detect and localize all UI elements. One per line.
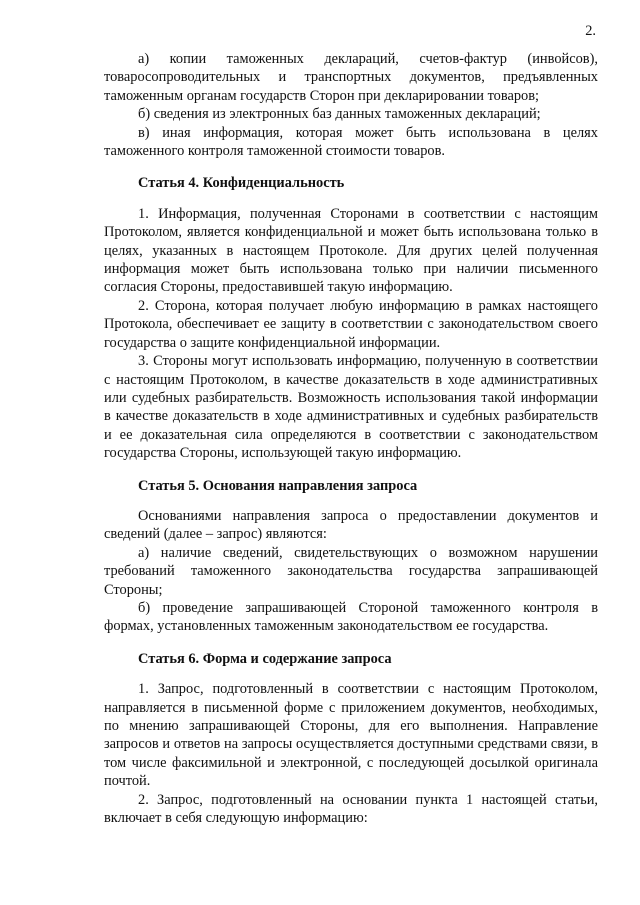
article-4-paragraph-1: 1. Информация, полученная Сторонами в соответствии с настоящим Протоколом, является конфиденциальной и может быть использована только в целях, указанных в настоящем Протоколе. Для других целей полученная информация может быть использована только при наличии письменного согласия Стороны, предоставившей такую информацию. bbox=[104, 205, 598, 296]
article-4-paragraph-3: 3. Стороны могут использовать информацию, полученную в соответствии с настоящим Протоколом, в качестве доказательств в ходе административных или судебных разбирательств. Возможность использования такой информации в качестве доказательств в ходе административных и судебных разбирательств и ее доказательная сила определяются в соответствии с законодательством государства Стороны, использующей такую информацию. bbox=[104, 353, 598, 462]
page-number: 2. bbox=[585, 23, 596, 39]
article-6-paragraph-2: 2. Запрос, подготовленный на основании пункта 1 настоящей статьи, включает в себя следующую информацию: bbox=[104, 791, 598, 827]
article-6-title: Статья 6. Форма и содержание запроса bbox=[138, 650, 392, 667]
article-4-title: Статья 4. Конфиденциальность bbox=[138, 175, 345, 192]
intro-item-b: б) сведения из электронных баз данных таможенных деклараций; bbox=[138, 106, 541, 123]
article-6-paragraph-1: 1. Запрос, подготовленный в соответствии с настоящим Протоколом, направляется в письменной форме с приложением документов, необходимых, по мнению запрашивающей Стороны, для его выполнения. Направление запросов и ответов на запросы осуществляется доступными средствами связи, в том числе факсимильной и электронной, с последующей досылкой оригинала почтой. bbox=[104, 681, 598, 790]
article-5-intro: Основаниями направления запроса о предоставлении документов и сведений (далее – запрос) являются: bbox=[104, 507, 598, 543]
article-5-item-b: б) проведение запрашивающей Стороной таможенного контроля в формах, установленных таможенным законодательством ее государства. bbox=[104, 599, 598, 635]
article-4-paragraph-2: 2. Сторона, которая получает любую информацию в рамках настоящего Протокола, обеспечивает ее защиту в соответствии с законодательством своего государства о защите конфиденциальной информации. bbox=[104, 297, 598, 351]
intro-item-a: а) копии таможенных деклараций, счетов-фактур (инвойсов), товаросопроводительных и транспортных документов, предъявленных таможенным органам государств Сторон при декларировании товаров; bbox=[104, 51, 598, 104]
intro-item-c: в) иная информация, которая может быть использована в целях таможенного контроля таможенной стоимости товаров. bbox=[104, 124, 598, 160]
article-5-title: Статья 5. Основания направления запроса bbox=[138, 477, 418, 494]
article-5-item-a: а) наличие сведений, свидетельствующих о возможном нарушении требований таможенного законодательства государства запрашивающей Стороны; bbox=[104, 544, 598, 598]
document-content bbox=[104, 50, 598, 827]
